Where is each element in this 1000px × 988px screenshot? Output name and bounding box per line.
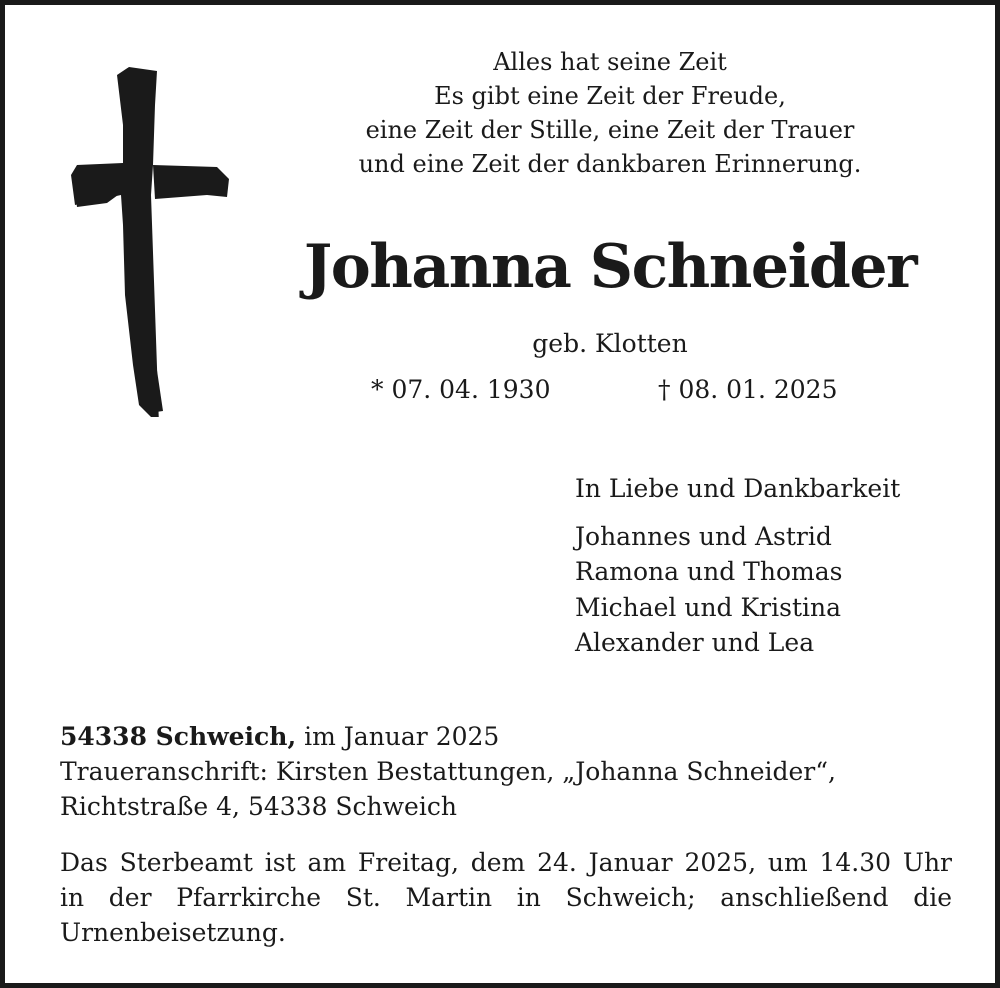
place: 54338 Schweich, [60, 722, 297, 751]
mourners-block [575, 471, 900, 661]
death-date: † 08. 01. 2025 [658, 375, 838, 404]
mourner-name: Michael und Kristina [575, 592, 841, 622]
mourner-name: Alexander und Lea [575, 628, 815, 657]
poem [305, 45, 915, 181]
service-notice [60, 845, 952, 950]
notice-line: Urnenbeisetzung. [60, 918, 286, 947]
mourner-name: Ramona und Thomas [575, 557, 843, 586]
deceased-name: Johanna Schneider [303, 232, 917, 302]
birth-date: * 07. 04. 1930 [371, 375, 551, 404]
date-text: im Januar 2025 [296, 722, 500, 751]
notice-line: in der Pfarrkirche St. Martin in Schweich; anschließend die [60, 883, 952, 912]
place-date-line [60, 719, 950, 754]
address-block [60, 719, 950, 824]
poem-line: Es gibt eine Zeit der Freude, [434, 82, 786, 110]
cross-icon [67, 67, 237, 417]
notice-line: Das Sterbeamt ist am Freitag, dem 24. Januar 2025, um 14.30 Uhr [60, 848, 952, 877]
mourner-name: Johannes und Astrid [575, 521, 832, 551]
birth-name: geb. Klotten [532, 329, 688, 358]
street-address: Richtstraße 4, 54338 Schweich [60, 792, 457, 821]
mourners-intro: In Liebe und Dankbarkeit [575, 474, 901, 503]
poem-line: Alles hat seine Zeit [493, 48, 727, 76]
poem-line: eine Zeit der Stille, eine Zeit der Trauer [365, 116, 855, 144]
condolence-address: Traueranschrift: Kirsten Bestattungen, „Johanna Schneider“, [60, 757, 836, 786]
poem-line: und eine Zeit der dankbaren Erinnerung. [358, 150, 862, 178]
